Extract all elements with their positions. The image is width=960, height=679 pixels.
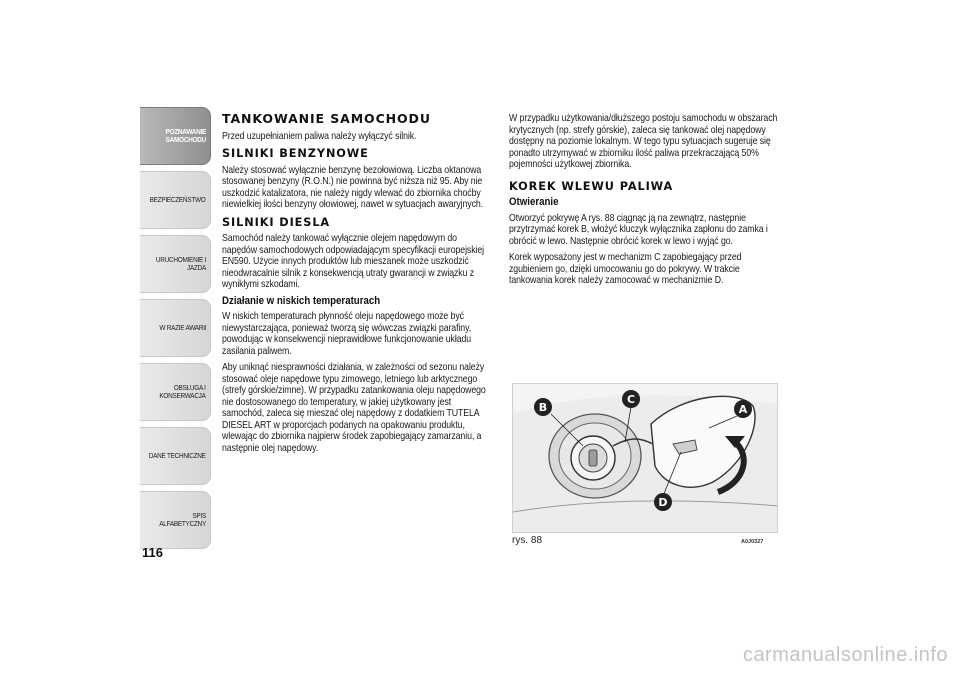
petrol-text: Należy stosować wyłącznie benzynę bezołowiową. Liczba oktanowa stosowanej benzyny (R.O.N.) nie powinna być niższa niż 95. Aby nie uszkodzić katalizatora, nie należy nigdy wlewać do zbiornika choćby niewielkiej ilości benzyny ołowiowej, nawet w sytuacjach awaryjnych. bbox=[222, 164, 484, 210]
tab-label: POZNAWANIE SAMOCHODU bbox=[165, 126, 206, 144]
tab-label: W RAZIE AWARII bbox=[159, 322, 206, 332]
tab-bezpieczenstwo[interactable] bbox=[140, 171, 211, 229]
tab-w-razie-awarii[interactable] bbox=[140, 299, 211, 357]
marker-b bbox=[534, 398, 552, 416]
marker-a bbox=[734, 400, 752, 418]
petrol-heading: SILNIKI BENZYNOWE bbox=[222, 147, 369, 160]
tab-obsluga-i-konserwacja[interactable] bbox=[140, 363, 211, 421]
diesel-text: Samochód należy tankować wyłącznie olejem napędowym do napędów samochodowych odpowiadającym specyfikacji europejskiej EN590. Użycie innych produktów lub mieszanek może uszkodzić nieodwracalnie silnik z konsekwencją utraty gwarancji w związku z wynikłymi szkodami. bbox=[222, 233, 485, 290]
fuel-cap-heading: KOREK WLEWU PALIWA bbox=[509, 179, 674, 193]
mechanism-text: Korek wyposażony jest w mechanizm C zapobiegający przed zgubieniem go, dzięki umocowaniu go do pokrywy. W trakcie tankowania korek należy zamocować w mechanizmie D. bbox=[509, 252, 742, 286]
tab-uruchomienie-i-jazda[interactable] bbox=[140, 235, 211, 293]
tab-label: SPIS ALFABETYCZNY bbox=[159, 510, 206, 528]
tab-poznawanie-samochodu[interactable] bbox=[140, 107, 211, 165]
section-tabs bbox=[140, 107, 211, 555]
marker-c-label: C bbox=[626, 393, 636, 406]
marker-b-label: B bbox=[538, 401, 548, 414]
key-slot bbox=[589, 450, 597, 466]
watermark: carmanualsonline.info bbox=[742, 644, 948, 666]
section-title: TANKOWANIE SAMOCHODU bbox=[222, 111, 431, 126]
tab-label: URUCHOMIENIE I JAZDA bbox=[155, 254, 206, 272]
intro-text: Przed uzupełnianiem paliwa należy wyłączyć silnik. bbox=[222, 130, 417, 142]
cold-text-2: Aby uniknąć niesprawności działania, w zależności od sezonu należy stosować oleje napędowe typu zimowego, letniego lub arktycznego (strefy górskie/zimne). W przypadku zatankowania oleju napędowego nie dostosowanego do temperatury, w jakiej użytkowany jest samochód, zaleca się mieszać olej napędowy z dodatkiem TUTELA DIESEL ART w proporcjach podanych na opakowaniu produktu, wlewając do zbiornika najpierw środek zapobiegający zamarzaniu, a następnie olej napędowy. bbox=[222, 362, 486, 454]
marker-d bbox=[654, 493, 672, 511]
cold-heading: Działanie w niskich temperaturach bbox=[222, 294, 381, 307]
left-column bbox=[222, 113, 494, 459]
marker-c bbox=[622, 390, 640, 408]
opening-heading: Otwieranie bbox=[509, 196, 559, 208]
tab-label: DANE TECHNICZNE bbox=[149, 450, 206, 460]
cold-text-1: W niskich temperaturach płynność oleju napędowego może być niewystarczająca, ponieważ tworzą się wówczas związki parafiny, powodując w konsekwencji nieprawidłowe funkcjonowanie układu zasilania paliwem. bbox=[222, 311, 472, 357]
right-column bbox=[509, 113, 781, 292]
opening-text: Otworzyć pokrywę A rys. 88 ciągnąc ją na zewnątrz, następnie przytrzymać korek B, włożyć kluczyk wyłącznika zapłonu do zamka i obrócić w lewo. Następnie obrócić korek w lewo i wyjąć go. bbox=[509, 212, 768, 247]
climate-paragraph: W przypadku użytkowania/dłuższego postoju samochodu w obszarach krytycznych (np. strefy górskie), zaleca się tankować olej napędowy dostępny na poziomie lokalnym. W tego typu sytuacjach sugeruje się ponadto utrzymywać w zbiorniku ilość paliwa przekraczającą 50% pojemności użytkowej zbiornika. bbox=[509, 113, 778, 170]
tab-label: BEZPIECZEŃSTWO bbox=[150, 194, 206, 204]
marker-d-label: D bbox=[658, 496, 668, 509]
figure-code: A0J0327 bbox=[741, 539, 764, 545]
fuel-cap-drawing bbox=[513, 384, 778, 533]
fuel-cap-illustration bbox=[512, 383, 778, 533]
tab-spis-alfabetyczny[interactable] bbox=[140, 491, 211, 549]
tab-label: OBSŁUGA I KONSERWACJA bbox=[159, 382, 206, 400]
tab-dane-techniczne[interactable] bbox=[140, 427, 211, 485]
diesel-heading: SILNIKI DIESLA bbox=[222, 215, 331, 229]
page-number: 116 bbox=[142, 545, 163, 560]
figure-caption: rys. 88 bbox=[512, 535, 543, 546]
marker-a-label: A bbox=[738, 403, 748, 416]
